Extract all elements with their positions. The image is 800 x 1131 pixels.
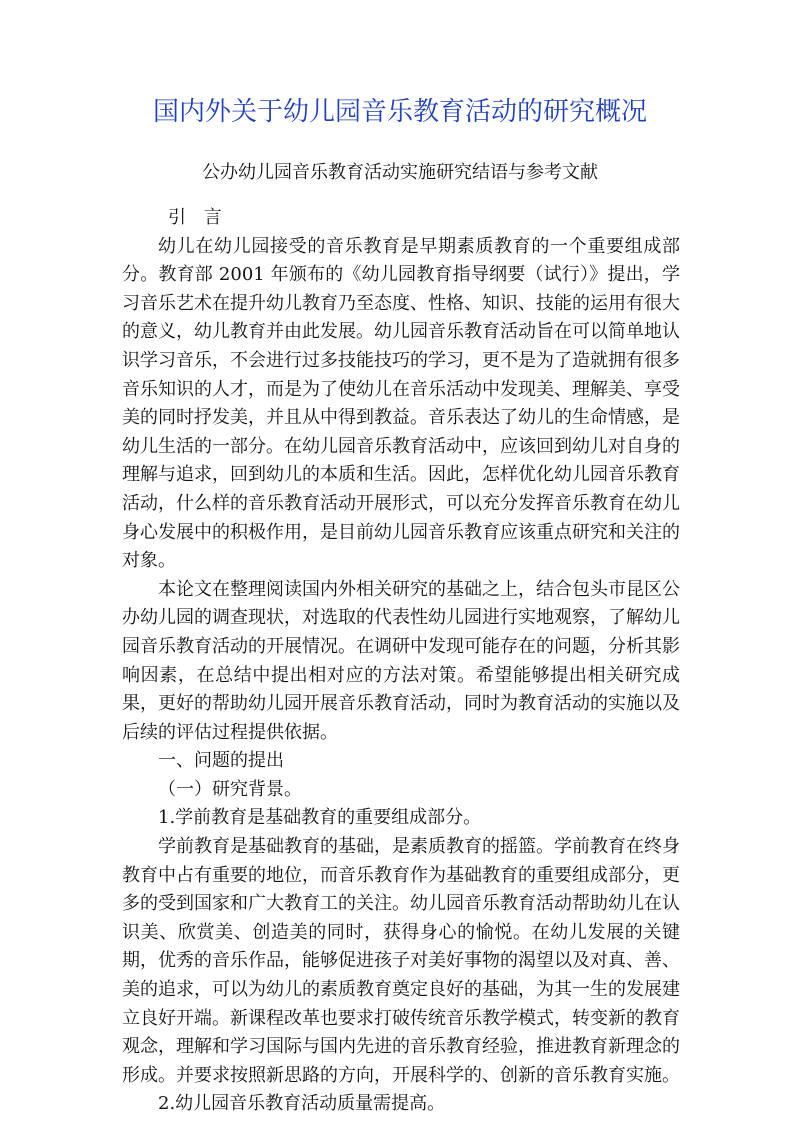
document-body bbox=[122, 204, 680, 1119]
intro-paragraph-1: 幼儿在幼儿园接受的音乐教育是早期素质教育的一个重要组成部分。教育部 2001 年颁布的《幼儿园教育指导纲要（试行）》提出，学习音乐艺术在提升幼儿教育乃至态度、性格、知识、技能的运用有很大的意义，幼儿教育并由此发展。幼儿园音乐教育活动旨在可以简单地认识学习音乐，不会进行过多技能技巧的学习，更不是为了造就拥有很多音乐知识的人才，而是为了使幼儿在音乐活动中发现美、理解美、享受美的同时抒发美，并且从中得到教益。音乐表达了幼儿的生命情感，是幼儿生活的一部分。在幼儿园音乐教育活动中，应该回到幼儿对自身的理解与追求，回到幼儿的本质和生活。因此，怎样优化幼儿园音乐教育活动，什么样的音乐教育活动开展形式，可以充分发挥音乐教育在幼儿身心发展中的积极作用，是目前幼儿园音乐教育应该重点研究和关注的对象。 bbox=[122, 235, 680, 572]
point-paragraph-1: 学前教育是基础教育的基础，是素质教育的摇篮。学前教育在终身教育中占有重要的地位，而音乐教育作为基础教育的重要组成部分，更多的受到国家和广大教育工的关注。幼儿园音乐教育活动帮助幼儿在认识美、欣赏美、创造美的同时，获得身心的愉悦。在幼儿发展的关键期，优秀的音乐作品，能够促进孩子对美好事物的渴望以及对真、善、美的追求，可以为幼儿的素质教育奠定良好的基础，为其一生的发展建立良好开端。新课程改革也要求打破传统音乐教学模式，转变新的教育观念，理解和学习国际与国内先进的音乐教育经验，推进教育新理念的形成。并要求按照新思路的方向，开展科学的、创新的音乐教育实施。 bbox=[122, 836, 680, 1086]
point-heading-2: 2.幼儿园音乐教育活动质量需提高。 bbox=[158, 1093, 446, 1115]
document-subtitle: 公办幼儿园音乐教育活动实施研究结语与参考文献 bbox=[202, 162, 598, 183]
subsection-heading-background: （一）研究背景。 bbox=[158, 778, 302, 800]
document-title: 国内外关于幼儿园音乐教育活动的研究概况 bbox=[152, 97, 647, 127]
section-heading-problem: 一、问题的提出 bbox=[158, 750, 284, 772]
intro-paragraph-2: 本论文在整理阅读国内外相关研究的基础之上，结合包头市昆区公办幼儿园的调查现状，对选取的代表性幼儿园进行实地观察，了解幼儿园音乐教育活动的开展情况。在调研中发现可能存在的问题，分析其影响因素，在总结中提出相对应的方法对策。希望能够提出相关研究成果，更好的帮助幼儿园开展音乐教育活动，同时为教育活动的实施以及后续的评估过程提供依据。 bbox=[122, 578, 680, 743]
intro-heading: 引 言 bbox=[168, 207, 228, 228]
point-heading-1: 1.学前教育是基础教育的重要组成部分。 bbox=[158, 807, 482, 829]
